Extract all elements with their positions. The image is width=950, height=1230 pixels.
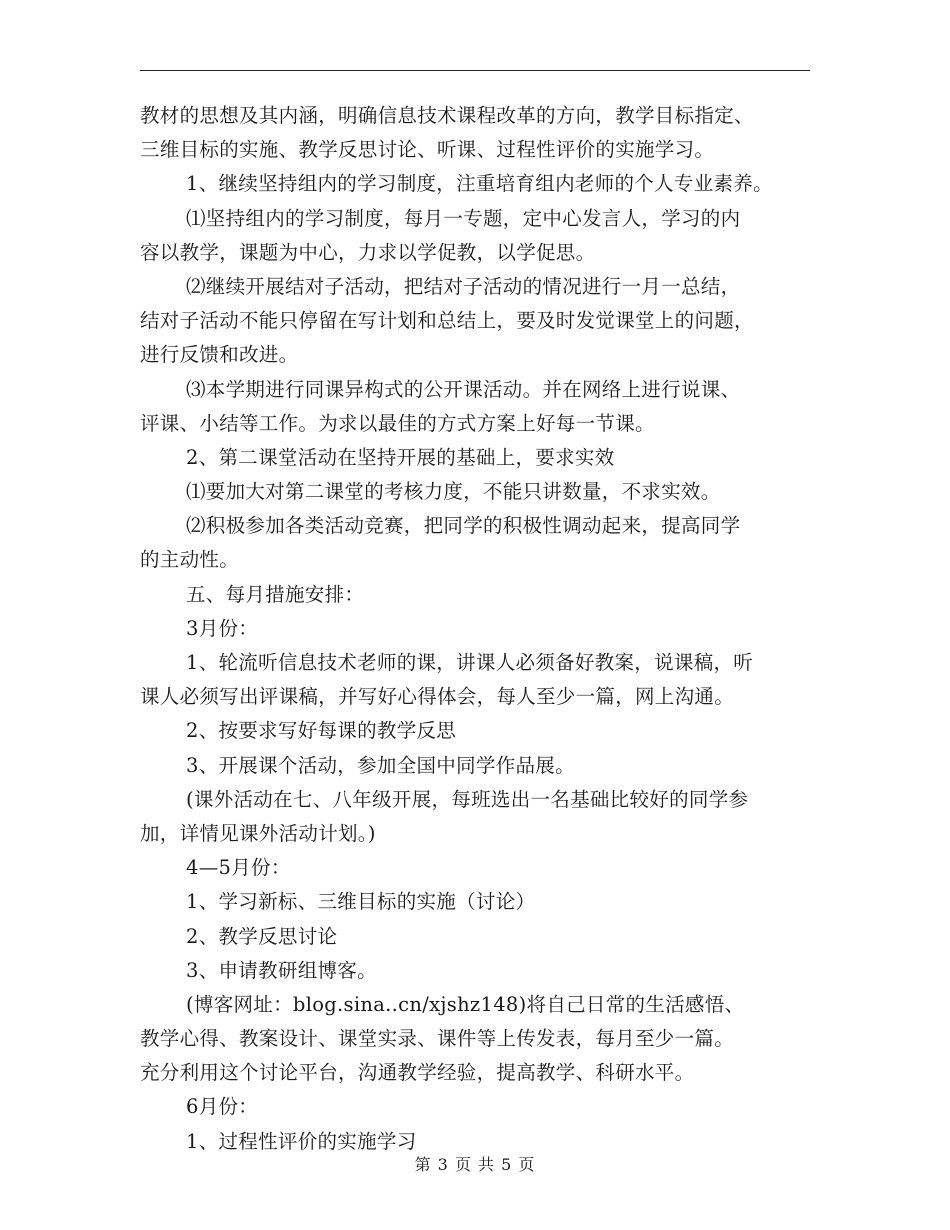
text-line: ⑵积极参加各类活动竞赛，把同学的积极性调动起来，提高同学 (186, 514, 741, 538)
header-rule (140, 70, 810, 71)
text-line: 课人必须写出评课稿，并写好心得体会，每人至少一篇，网上沟通。 (140, 685, 735, 709)
text-line: 的主动性。 (140, 548, 240, 572)
text-line: ⑴要加大对第二课堂的考核力度，不能只讲数量，不求实效。 (186, 480, 721, 504)
text-line: 3、开展课个活动，参加全国中同学作品展。 (186, 753, 575, 777)
text-line: 进行反馈和改进。 (140, 343, 299, 367)
page-footer: 第 3 页 共 5 页 (414, 1155, 536, 1174)
text-line: ⑵继续开展结对子活动，把结对子活动的情况进行一月一总结， (186, 274, 741, 298)
text-line: 教学心得、教案设计、课堂实录、课件等上传发表，每月至少一篇。 (140, 1027, 735, 1051)
text-line: 充分利用这个讨论平台，沟通教学经验，提高教学、科研水平。 (140, 1061, 695, 1085)
text-line: ⑶本学期进行同课异构式的公开课活动。并在网络上进行说课、 (186, 377, 741, 401)
text-line: 1、过程性评价的实施学习 (186, 1129, 417, 1153)
text-line: 1、学习新标、三维目标的实施（讨论） (186, 890, 536, 914)
text-line: 3、申请教研组博客。 (186, 958, 377, 982)
text-line: 三维目标的实施、教学反思讨论、听课、过程性评价的实施学习。 (140, 138, 715, 162)
text-line: 教材的思想及其内涵，明确信息技术课程改革的方向，教学目标指定、 (140, 104, 754, 127)
text-line: 1、轮流听信息技术老师的课，讲课人必须备好教案，说课稿，听 (186, 651, 754, 674)
document-body (140, 99, 812, 1159)
text-line: 评课、小结等工作。为求以最佳的方式方案上好每一节课。 (140, 411, 655, 435)
text-line: (课外活动在七、八年级开展，每班选出一名基础比较好的同学参 (186, 787, 749, 811)
text-line: 6月份： (186, 1095, 259, 1119)
text-line: 容以教学，课题为中心，力求以学促教，以学促思。 (140, 240, 596, 264)
text-line: 五、每月措施安排： (186, 582, 365, 606)
text-line: ⑴坚持组内的学习制度，每月一专题，定中心发言人，学习的内 (186, 206, 741, 230)
text-line: 2、教学反思讨论 (186, 924, 338, 948)
text-line: 1、继续坚持组内的学习制度，注重培育组内老师的个人专业素养。 (186, 172, 773, 196)
text-line: 加，详情见课外活动计划。) (140, 821, 376, 845)
text-line: (博客网址：blog.sina..cn/xjshz148)将自己日常的生活感悟、 (186, 992, 745, 1016)
text-line: 3月份： (186, 616, 259, 640)
text-line: 4—5月份： (186, 856, 291, 880)
text-line: 2、按要求写好每课的教学反思 (186, 719, 457, 743)
text-line: 2、第二课堂活动在坚持开展的基础上，要求实效 (186, 445, 615, 469)
text-line: 结对子活动不能只停留在写计划和总结上，要及时发觉课堂上的问题， (140, 309, 754, 333)
